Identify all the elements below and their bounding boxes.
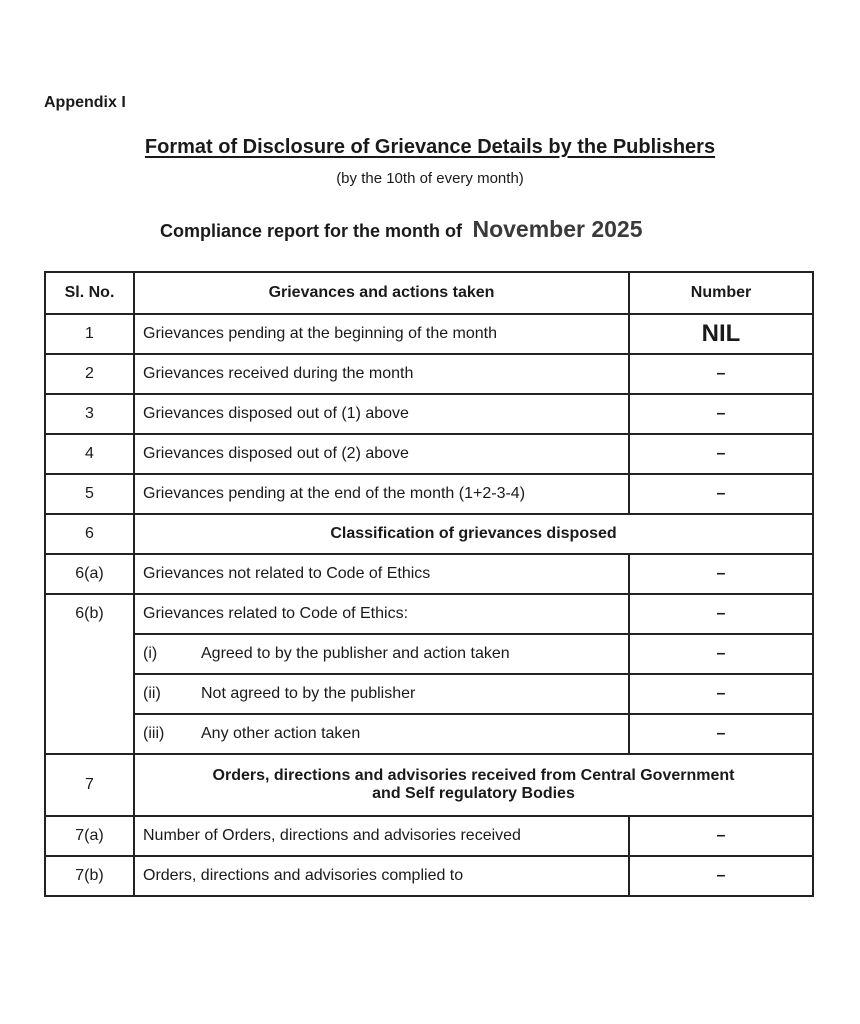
sub-row-description	[134, 634, 629, 674]
row-description: Grievances not related to Code of Ethics	[134, 554, 629, 594]
row-number: –	[629, 474, 813, 514]
sub-row-description	[134, 714, 629, 754]
report-period	[160, 216, 643, 243]
appendix-label: Appendix I	[44, 94, 126, 111]
row-serial: 6(a)	[45, 554, 134, 594]
row-number: –	[629, 674, 813, 714]
document-title: Format of Disclosure of Grievance Details by the Publishers	[144, 136, 716, 158]
row-serial: 7	[45, 754, 134, 816]
sub-row-mark: (i)	[143, 645, 158, 662]
row-number: –	[629, 816, 813, 856]
row-number: –	[629, 354, 813, 394]
section-heading	[134, 754, 813, 816]
row-description: Grievances related to Code of Ethics:	[134, 594, 629, 634]
row-number: –	[629, 434, 813, 474]
row-number: –	[629, 594, 813, 634]
row-description: Number of Orders, directions and advisories received	[134, 816, 629, 856]
row-number: –	[629, 554, 813, 594]
row-serial: 7(b)	[45, 856, 134, 896]
sub-row-mark: (ii)	[143, 685, 161, 702]
row-serial: 2	[45, 354, 134, 394]
table-row	[45, 314, 813, 354]
row-number: –	[629, 394, 813, 434]
document-subtitle: (by the 10th of every month)	[336, 170, 524, 187]
row-description: Orders, directions and advisories complied to	[134, 856, 629, 896]
table-row	[45, 434, 813, 474]
section-heading-line-2: and Self regulatory Bodies	[372, 785, 575, 802]
sub-row	[45, 634, 813, 674]
report-label: Compliance report for the month of	[160, 221, 463, 241]
grievance-table	[44, 271, 814, 897]
sub-row-description	[134, 674, 629, 714]
row-description: Grievances disposed out of (2) above	[134, 434, 629, 474]
sub-row-text: Agreed to by the publisher and action taken	[201, 645, 510, 662]
row-serial: 1	[45, 314, 134, 354]
section-row	[45, 754, 813, 816]
section-heading-line-1: Orders, directions and advisories received from Central Government	[212, 767, 735, 784]
sub-row	[45, 714, 813, 754]
section-heading: Classification of grievances disposed	[134, 514, 813, 554]
sub-row-text: Not agreed to by the publisher	[201, 685, 416, 702]
row-description: Grievances pending at the end of the month (1+2-3-4)	[134, 474, 629, 514]
row-serial: 6(b)	[45, 594, 134, 754]
sub-row-text: Any other action taken	[201, 725, 361, 742]
table-row	[45, 856, 813, 896]
sub-row-mark: (iii)	[143, 725, 165, 742]
table-row	[45, 394, 813, 434]
row-serial: 7(a)	[45, 816, 134, 856]
table-header-row	[45, 272, 813, 314]
row-serial: 6	[45, 514, 134, 554]
header-serial-number: Sl. No.	[45, 272, 134, 314]
row-serial: 4	[45, 434, 134, 474]
row-number: –	[629, 714, 813, 754]
table-row	[45, 354, 813, 394]
section-row	[45, 514, 813, 554]
row-serial: 5	[45, 474, 134, 514]
header-grievances: Grievances and actions taken	[134, 272, 629, 314]
table-row	[45, 474, 813, 514]
table-row	[45, 554, 813, 594]
row-number: –	[629, 856, 813, 896]
sub-row	[45, 674, 813, 714]
row-description: Grievances received during the month	[134, 354, 629, 394]
table-row	[45, 594, 813, 634]
row-number: NIL	[629, 314, 813, 354]
document-title-block	[0, 136, 860, 159]
row-serial: 3	[45, 394, 134, 434]
row-description: Grievances pending at the beginning of the month	[134, 314, 629, 354]
table-row	[45, 816, 813, 856]
header-number: Number	[629, 272, 813, 314]
row-description: Grievances disposed out of (1) above	[134, 394, 629, 434]
report-month: November 2025	[472, 216, 643, 242]
row-number: –	[629, 634, 813, 674]
